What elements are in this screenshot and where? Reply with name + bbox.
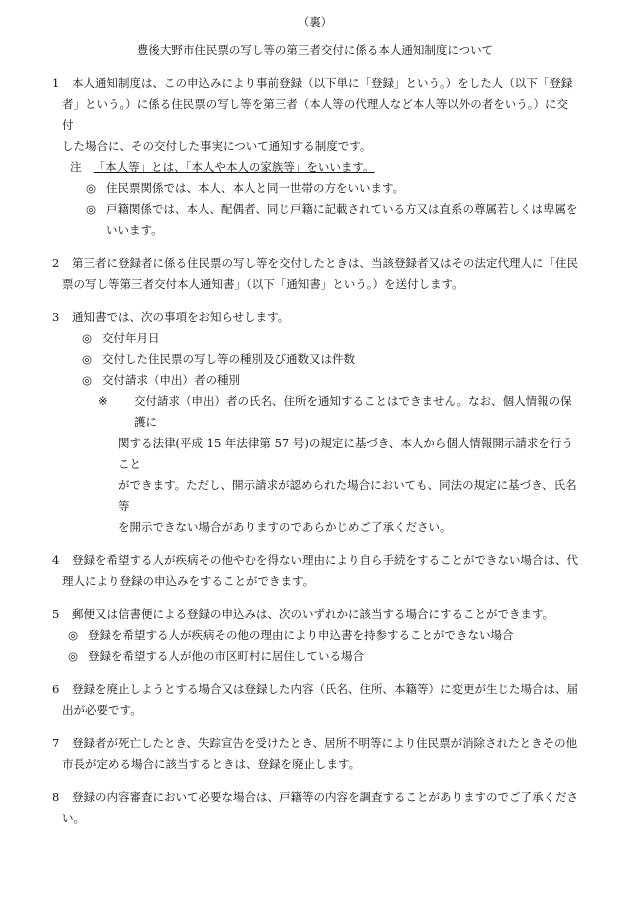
asterisk-line-1: 交付請求（申出）者の氏名、住所を通知することはできません。なお、個人情報の保護に [134, 394, 572, 429]
section-1-line-3: した場合に、その交付した事実について通知する制度です。 [62, 139, 372, 153]
list-item [52, 370, 578, 391]
section-number: 2 [52, 256, 60, 270]
section-text: 登録を廃止しようとする場合又は登録した内容（氏名、住所、本籍等）に変更が生じた場合は、届 [72, 682, 578, 696]
section-7-line-2: 市長が定める場合に該当するときは、登録を廃止します。 [62, 757, 361, 771]
section-6 [52, 679, 578, 721]
section-text: 登録の内容審査において必要な場合は、戸籍等の内容を調査することがありますのでご了承くださ [72, 790, 578, 804]
section-5 [52, 604, 578, 667]
asterisk-line-3: ができます。ただし、開示請求が認められた場合においても、同法の規定に基づき、氏名等 [118, 478, 577, 513]
section-2-line-2: 票の写し等第三者交付本人通知書」（以下「通知書」という。）を送付します。 [62, 277, 464, 291]
bullet-text: 交付請求（申出）者の種別 [102, 373, 240, 387]
bullet-mark: ◎ [86, 202, 97, 216]
asterisk-mark: ※ [98, 394, 108, 408]
section-8 [52, 787, 578, 829]
bullet-item [52, 199, 578, 220]
section-number: 3 [52, 310, 60, 324]
bullet-mark: ◎ [68, 649, 79, 663]
section-7-line-1 [52, 733, 578, 754]
section-number: 6 [52, 682, 60, 696]
list-item [52, 349, 578, 370]
bullet-mark: ◎ [82, 352, 93, 366]
section-8-line-1 [52, 787, 578, 808]
bullet-mark: ◎ [82, 373, 93, 387]
section-4 [52, 550, 578, 592]
section-1-line-1 [52, 73, 578, 94]
section-text: 郵便又は信書便による登録の申込みは、次のいずれかに該当する場合にすることができます。 [72, 607, 555, 621]
section-2-line-1 [52, 253, 578, 274]
bullet-text-continued: いいます。 [106, 223, 163, 237]
bullet-text: 交付した住民票の写し等の種別及び通数又は件数 [102, 352, 355, 366]
asterisk-line-4: を開示できない場合がありますのであらかじめご了承ください。 [118, 520, 452, 534]
section-text: 本人通知制度は、この申込みにより事前登録（以下単に「登録」という。）をした人（以下「登録 [72, 76, 573, 90]
note-prefix: 注 [70, 160, 82, 174]
section-number: 5 [52, 607, 60, 621]
note-text: 「本人等」とは、「本人や本人の家族等」をいいます。 [93, 160, 375, 174]
section-text: 登録者が死亡したとき、失踪宣告を受けたとき、居所不明等により住民票が消除されたときその他 [72, 736, 578, 750]
section-6-line-1 [52, 679, 578, 700]
asterisk-line-2: 関する法律(平成 15 年法律第 57 号)の規定に基づき、本人から個人情報開示請求を行うこと [118, 436, 573, 471]
bullet-mark: ◎ [82, 331, 93, 345]
list-item [52, 328, 578, 349]
section-text: 第三者に登録者に係る住民票の写し等を交付したときは、当該登録者又はその法定代理人に「住民 [72, 256, 578, 270]
section-text: 通知書では、次の事項をお知らせします。 [72, 310, 290, 324]
list-item [52, 646, 578, 667]
section-1-line-2: 者」という。）に係る住民票の写し等を第三者（本人等の代理人など本人等以外の者をいう。）に交付 [62, 97, 568, 132]
section-7 [52, 733, 578, 775]
section-number: 8 [52, 790, 60, 804]
bullet-mark: ◎ [68, 628, 79, 642]
bullet-item [52, 178, 578, 199]
section-4-line-2: 理人により登録の申込みをすることができます。 [62, 574, 315, 588]
bullet-text: 登録を希望する人が疾病その他の理由により申込書を持参することができない場合 [88, 628, 514, 642]
bullet-text: 戸籍関係では、本人、配偶者、同じ戸籍に記載されている方又は直系の尊属若しくは卑属を [106, 202, 578, 216]
section-number: 4 [52, 553, 60, 567]
section-3-line-1 [52, 307, 578, 328]
list-item [52, 625, 578, 646]
page-side-label: （裏） [297, 15, 333, 29]
section-1 [52, 73, 578, 241]
section-6-line-2: 出が必要です。 [62, 703, 142, 717]
bullet-mark: ◎ [86, 181, 97, 195]
section-number: 7 [52, 736, 60, 750]
section-4-line-1 [52, 550, 578, 571]
section-number: 1 [52, 76, 60, 90]
bullet-text: 登録を希望する人が他の市区町村に居住している場合 [88, 649, 364, 663]
document-title: 豊後大野市住民票の写し等の第三者交付に係る本人通知制度について [136, 43, 494, 57]
bullet-text: 住民票関係では、本人、本人と同一世帯の方をいいます。 [106, 181, 405, 195]
section-text: 登録を希望する人が疾病その他やむを得ない理由により自ら手続をすることができない場合は、代 [72, 553, 578, 567]
note-row [52, 157, 578, 178]
section-8-line-2: い。 [62, 811, 85, 825]
section-2 [52, 253, 578, 295]
bullet-text: 交付年月日 [102, 331, 160, 345]
section-5-line-1 [52, 604, 578, 625]
section-3 [52, 307, 578, 538]
asterisk-note [52, 391, 578, 433]
